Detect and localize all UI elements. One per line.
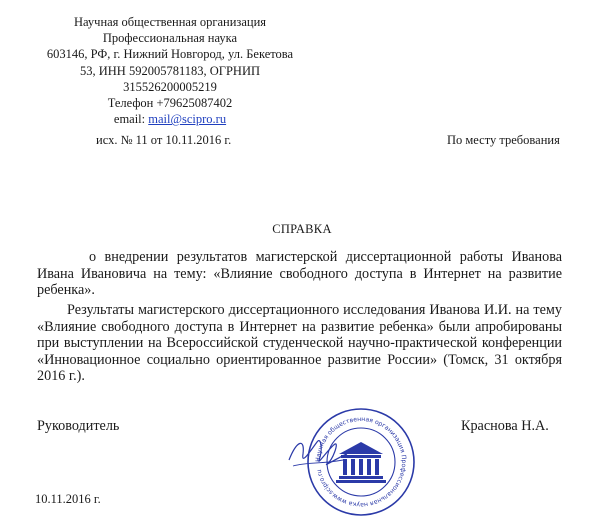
signatory-position: Руководитель xyxy=(37,418,120,434)
sender-address: 603146, РФ, г. Нижний Новгород, ул. Бекетова xyxy=(46,47,294,62)
outgoing-number: исх. № 11 от 10.11.2016 г. xyxy=(96,133,232,147)
paragraph-subject: о внедрении результатов магистерской диссертационной работы Иванова Ивана Ивановича на тему: «Влияние свободного доступа в Интернет на развитие ребенка». xyxy=(37,249,562,299)
destination: По месту требования xyxy=(447,133,560,147)
paragraph-results: Результаты магистерского диссертационного исследования Иванова И.И. на тему «Влияние свободного доступа в Интернет на развитие ребенка» были апробированы при выступлении на Всероссийской студенческой научно-практической конференции «Инновационное социально ориентированное развитие России» (Томск, 31 октября 2016 г.). xyxy=(37,302,562,385)
sender-block xyxy=(40,14,300,127)
sender-email-line xyxy=(40,111,300,127)
stamp-text: Научная общественная организация Профессиональная наука www.scipro.ru xyxy=(314,415,408,509)
sender-org-subtitle: Профессиональная наука xyxy=(102,31,238,46)
sender-org-name: Научная общественная организация xyxy=(73,15,267,29)
document-title: СПРАВКА xyxy=(272,222,332,236)
signatory-name: Краснова Н.А. xyxy=(461,418,549,434)
organization-stamp xyxy=(305,406,417,518)
email-link[interactable]: mail@scipro.ru xyxy=(148,112,227,127)
stamp-building-icon xyxy=(336,442,386,483)
email-label: email: xyxy=(113,112,149,127)
sender-inn: 53, ИНН 5920057811​83, ОГРНИП xyxy=(79,63,261,78)
sender-ogrnip: 315526200005219 xyxy=(123,79,217,94)
sender-phone: Телефон +79625087402 xyxy=(107,96,233,111)
document-date: 10.11.2016 г. xyxy=(35,492,101,506)
